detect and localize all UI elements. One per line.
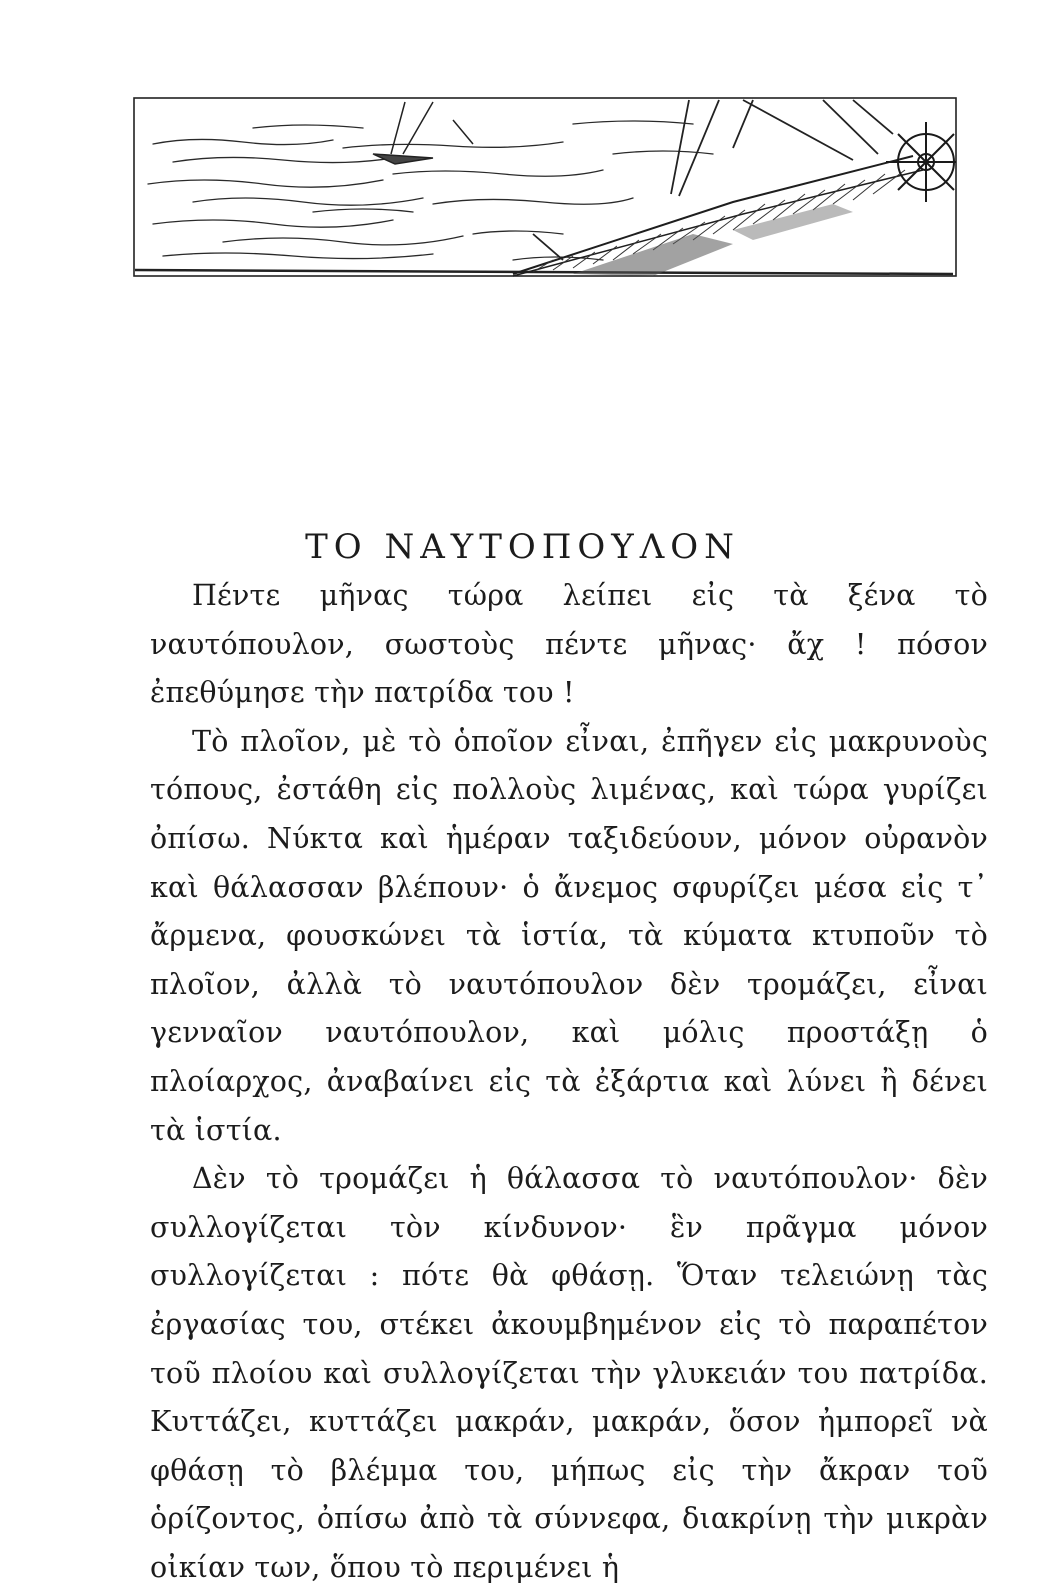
- ship-deck-illustration: [133, 84, 959, 280]
- story-body: [150, 572, 988, 1592]
- paragraph-1: Πέντε μῆνας τώρα λείπει εἰς τὰ ξένα τὸ ναυτόπουλον, σωστοὺς πέντε μῆνας· ἄχ ! πόσον ἐπεθύμησε τὴν πατρίδα του !: [150, 579, 988, 710]
- page-title: ΤΟ ΝΑΥΤΟΠΟΥΛΟΝ: [305, 526, 740, 567]
- paragraph-2: Τὸ πλοῖον, μὲ τὸ ὁποῖον εἶναι, ἐπῆγεν εἰς μακρυνοὺς τόπους, ἐστάθη εἰς πολλοὺς λιμένας, καὶ τώρα γυρίζει ὀπίσω. Νύκτα καὶ ἡμέραν ταξιδεύουν, μόνον οὐρανὸν καὶ θάλασσαν βλέπουν· ὁ ἄνεμος σφυρίζει μέσα εἰς τ᾿ ἄρμενα, φουσκώνει τὰ ἱστία, τὰ κύματα κτυποῦν τὸ πλοῖον, ἀλλὰ τὸ ναυτόπουλον δὲν τρομάζει, εἶναι γενναῖον ναυτόπουλον, καὶ μόλις προστάξῃ ὁ πλοίαρχος, ἀναβαίνει εἰς τὰ ἐξάρτια καὶ λύνει ἢ δένει τὰ ἱστία.: [150, 724, 988, 1147]
- ship-deck-engraving: [133, 84, 959, 280]
- paragraph-3: Δὲν τὸ τρομάζει ἡ θάλασσα τὸ ναυτόπουλον· δὲν συλλογίζεται τὸν κίνδυνον· ἓν πρᾶγμα μόνον συλλογίζεται : πότε θὰ φθάσῃ. Ὅταν τελειώνῃ τὰς ἐργασίας του, στέκει ἀκουμβημένον εἰς τὸ παραπέτον τοῦ πλοίου καὶ συλλογίζεται τὴν γλυκειάν του πατρίδα. Κυττάζει, κυττάζει μακράν, μακράν, ὅσον ἠμπορεῖ νὰ φθάσῃ τὸ βλέμμα του, μήπως εἰς τὴν ἄκραν τοῦ ὁρίζοντος, ὀπίσω ἀπὸ τὰ σύννεφα, διακρίνῃ τὴν μικρὰν οἰκίαν των, ὅπου τὸ περιμένει ἡ: [150, 1162, 988, 1584]
